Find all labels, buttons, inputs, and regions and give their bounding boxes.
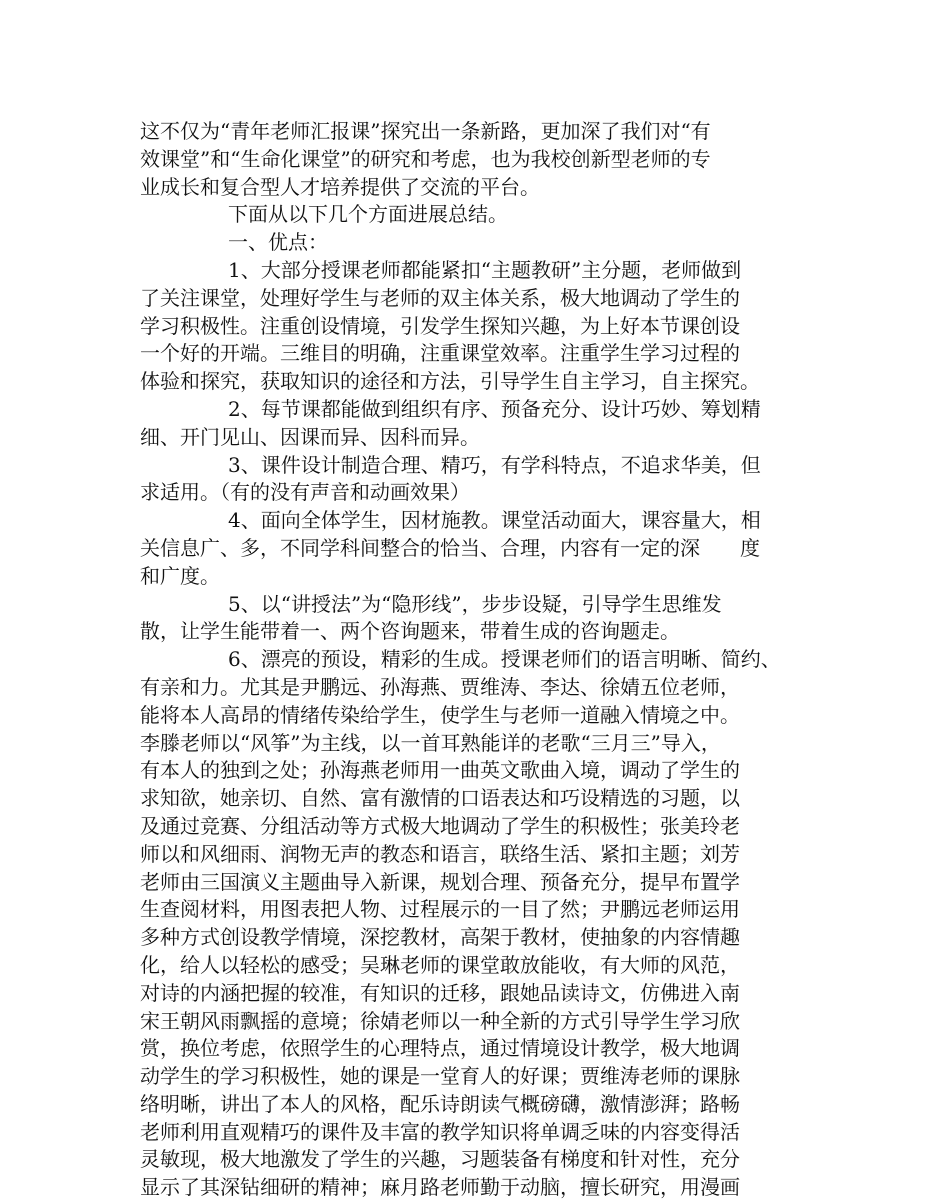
text-line: 学习积极性。注重创设情境，引发学生探知兴趣，为上好本节课创设 xyxy=(140,313,740,338)
text-line: 生查阅材料，用图表把人物、过程展示的一目了然；尹鹏远老师运用 xyxy=(140,897,740,922)
text-line: 李滕老师以“风筝”为主线，以一首耳熟能详的老歌“三月三”导入， xyxy=(140,730,721,755)
paragraph-first-line: 一、优点： xyxy=(228,230,328,255)
paragraph-first-line: 2、每节课都能做到组织有序、预备充分、设计巧妙、筹划精 xyxy=(228,396,761,421)
text-line: 细、开门见山、因课而异、因科而异。 xyxy=(140,424,480,449)
text-line: 多种方式创设教学情境，深挖教材，高架于教材，使抽象的内容情趣 xyxy=(140,925,740,950)
paragraph-first-line: 4、面向全体学生，因材施教。课堂活动面大，课容量大，相 xyxy=(228,508,761,533)
text-line: 一个好的开端。三维目的明确，注重课堂效率。注重学生学习过程的 xyxy=(140,341,740,366)
text-line: 体验和探究，获取知识的途径和方法，引导学生自主学习，自主探究。 xyxy=(140,369,760,394)
paragraph-first-line: 3、课件设计制造合理、精巧，有学科特点，不追求华美，但 xyxy=(228,452,761,477)
text-line: 有本人的独到之处；孙海燕老师用一曲英文歌曲入境，调动了学生的 xyxy=(140,758,740,783)
text-line: 能将本人高昂的情绪传染给学生，使学生与老师一道融入情境之中。 xyxy=(140,702,740,727)
text-line: 化，给人以轻松的感受；吴琳老师的课堂敢放能收，有大师的风范， xyxy=(140,952,740,977)
text-line: 老师利用直观精巧的课件及丰富的教学知识将单调乏味的内容变得活 xyxy=(140,1119,740,1144)
text-line: 散，让学生能带着一、两个咨询题来，带着生成的咨询题走。 xyxy=(140,619,680,644)
text-line: 了关注课堂，处理好学生与老师的双主体关系，极大地调动了学生的 xyxy=(140,285,740,310)
text-line: 及通过竞赛、分组活动等方式极大地调动了学生的积极性；张美玲老 xyxy=(140,813,740,838)
text-line: 这不仅为“青年老师汇报课”探究出一条新路，更加深了我们对“有 xyxy=(140,119,711,143)
text-line: 显示了其深钻细研的精神；麻月路老师勤于动脑，擅长研究，用漫画 xyxy=(140,1175,740,1200)
text-line: 和广度。 xyxy=(140,563,220,588)
text-line: 求适用。（有的没有声音和动画效果） xyxy=(140,480,470,505)
text-line: 关信息广、多，不同学科间整合的恰当、合理，内容有一定的深 度 xyxy=(140,535,760,560)
text-line: 业成长和复合型人才培养提供了交流的平台。 xyxy=(140,174,540,199)
text-line: 对诗的内涵把握的较准，有知识的迁移，跟她品读诗文，仿佛进入南 xyxy=(140,980,740,1005)
text-line: 师以和风细雨、润物无声的教态和语言，联络生活、紧扣主题；刘芳 xyxy=(140,841,740,866)
document-body-text xyxy=(140,118,820,1202)
text-line: 动学生的学习积极性，她的课是一堂育人的好课；贾维涛老师的课脉 xyxy=(140,1064,740,1089)
paragraph-first-line: 下面从以下几个方面进展总结。 xyxy=(228,202,508,227)
text-line: 有亲和力。尤其是尹鹏远、孙海燕、贾维涛、李达、徐婧五位老师， xyxy=(140,674,740,699)
paragraph-first-line: 6、漂亮的预设，精彩的生成。授课老师们的语言明晰、简约、 xyxy=(228,647,781,672)
text-line: 络明晰，讲出了本人的风格，配乐诗朗读气概磅礴，激情澎湃；路畅 xyxy=(140,1091,740,1116)
text-line: 效课堂”和“生命化课堂”的研究和考虑，也为我校创新型老师的专 xyxy=(140,146,711,171)
text-line: 宋王朝风雨飘摇的意境；徐婧老师以一种全新的方式引导学生学习欣 xyxy=(140,1008,740,1033)
text-line: 求知欲，她亲切、自然、富有激情的口语表达和巧设精选的习题，以 xyxy=(140,786,740,811)
text-line: 老师由三国演义主题曲导入新课，规划合理、预备充分，提早布置学 xyxy=(140,869,740,894)
text-line: 灵敏现，极大地激发了学生的兴趣，习题装备有梯度和针对性，充分 xyxy=(140,1147,740,1172)
paragraph-first-line: 1、大部分授课老师都能紧扣“主题教研”主分题，老师做到 xyxy=(228,257,742,282)
text-line: 赏，换位考虑，依照学生的心理特点，通过情境设计教学，极大地调 xyxy=(140,1036,740,1061)
paragraph-first-line: 5、以“讲授法”为“隐形线”，步步设疑，引导学生思维发 xyxy=(228,591,722,616)
